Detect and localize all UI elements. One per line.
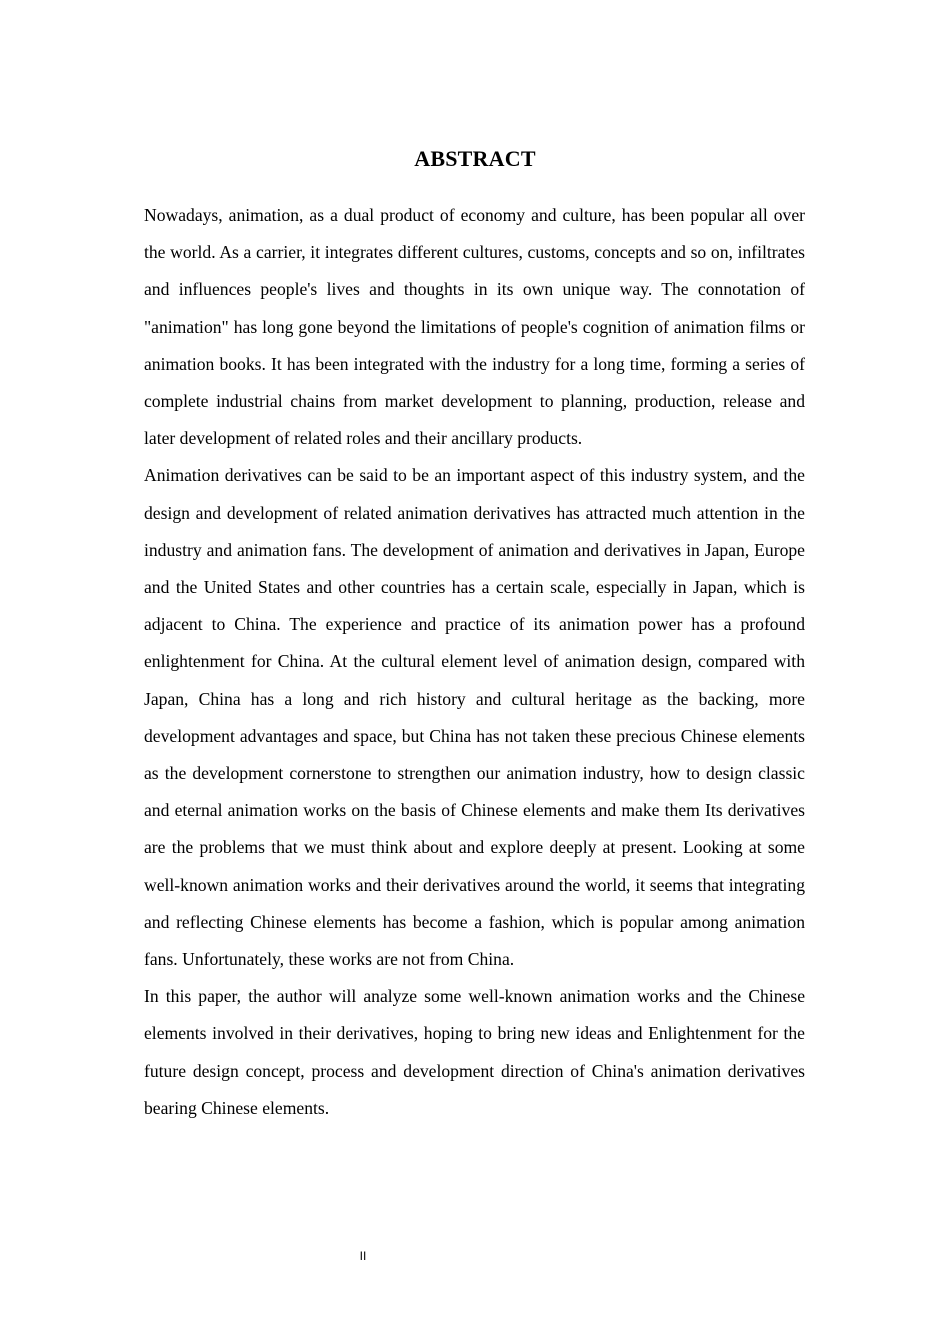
abstract-body — [144, 197, 805, 1127]
abstract-paragraph-1: Nowadays, animation, as a dual product of economy and culture, has been popular all over the world. As a carrier, it integrates different cultures, customs, concepts and so on, infiltrates and influences people's lives and thoughts in its own unique way. The connotation of "animation" has long gone beyond the limitations of people's cognition of animation films or animation books. It has been integrated with the industry for a long time, forming a series of complete industrial chains from market development to planning, production, release and later development of related roles and their ancillary products. — [144, 205, 805, 449]
page-number: II — [359, 1249, 367, 1263]
abstract-heading: ABSTRACT — [414, 146, 536, 171]
abstract-paragraph-2: Animation derivatives can be said to be an important aspect of this industry system, and the design and development of related animation derivatives has attracted much attention in the industry and animation fans. The development of animation and derivatives in Japan, Europe and the United States and other countries has a certain scale, especially in Japan, which is adjacent to China. The experience and practice of its animation power has a profound enlightenment for China. At the cultural element level of animation design, compared with Japan, China has a long and rich history and cultural heritage as the backing, more development advantages and space, but China has not taken these precious Chinese elements as the development cornerstone to strengthen our animation industry, how to design classic and eternal animation works on the basis of Chinese elements and make them Its derivatives are the problems that we must think about and explore deeply at present. Looking at some well-known animation works and their derivatives around the world, it seems that integrating and reflecting Chinese elements has become a fashion, which is popular among animation fans. Unfortunately, these works are not from China. — [144, 465, 805, 970]
abstract-paragraph-3: In this paper, the author will analyze some well-known animation works and the Chinese elements involved in their derivatives, hoping to bring new ideas and Enlightenment for the future design concept, process and development direction of China's animation derivatives bearing Chinese elements. — [144, 986, 805, 1118]
